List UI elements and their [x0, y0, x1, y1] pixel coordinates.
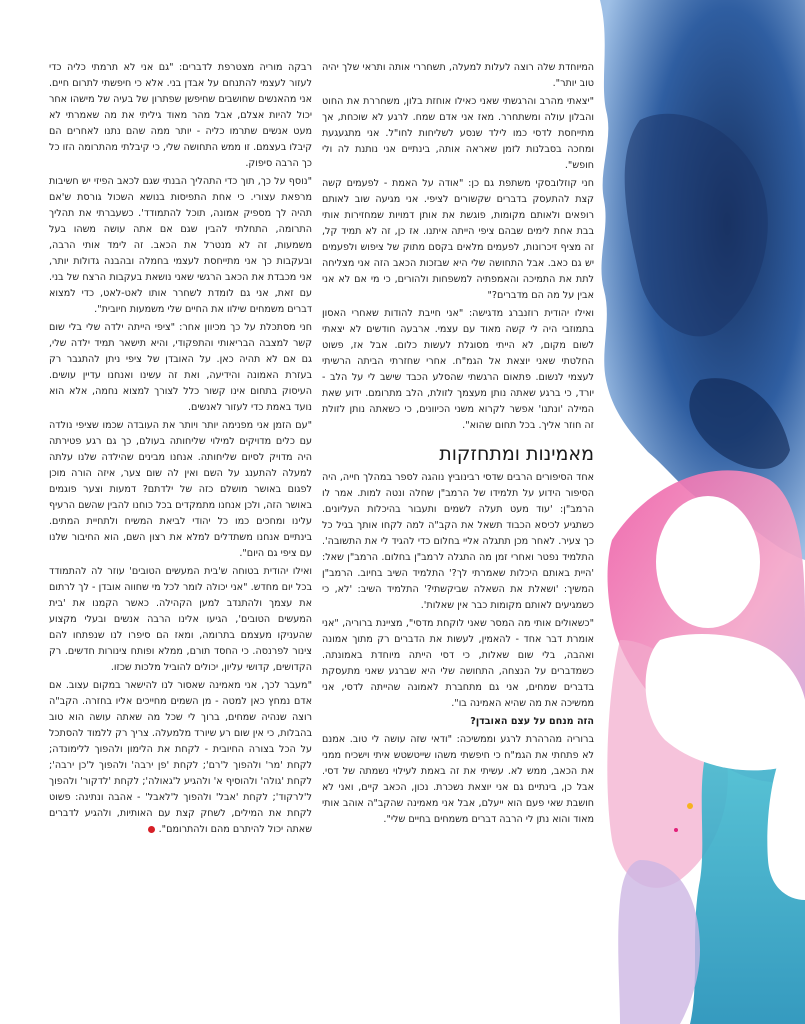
article-column-left [49, 60, 312, 840]
paragraph: "יצאתי מהרב והרגשתי שאני כאילו אוחזת בלון, משחררת את החוט והבלון עולה ומשתחרר. מאז אני אדם שמח. לרגע לא שוכחת, אך מתייחסת לדסי כמו לילד שנסע לשליחות לחו"ל. אני מתגעגעת ומחכה בסבלנות לזמן שאראה אותה, בינתיים אני נותנת לה ולי חופש". [322, 96, 594, 171]
last-paragraph [49, 678, 312, 838]
paragraph: ואילו יהודית בטוחה ש'בית המעשים הטובים' עוזר לה להתמודד בכל יום מחדש. "אני יכולה לומר לכל מי שחווה אובדן - לך לרתום את עצמך ולהתנדב למען הקהילה. כאשר הקמנו את 'בית המעשים הטובים', הגיעו אלינו הרבה אנשים ובעלי מקצוע שהעניקו מעצמם בתרומה, ומאז הם סיפרו לנו שנפתחו להם צינור לפרנסה. כי החסד תורם, ממלא ופותח צינורות חדשים. רק הקדושים, קדושי עליון, יכולים להוביל מלכות שכזו. [49, 566, 312, 673]
subheading: הזה מנחם על עצם האובדן? [470, 716, 594, 727]
paragraph: חני מסתכלת על כך מכיוון אחר: "ציפי הייתה ילדה שלי בלי שום קשר למצבה הבריאותי והתפקודי, והיא תישאר תמיד ילדה שלי, גם אם לא תהיה כאן. על האובדן של ציפי ניתן להתגבר רק בעזרת האמונה והידיעה, ואת זה עשינו ואנחנו עדיין עושים. העיסוק בתחום אינו קשור כלל לצורך למצוא נחמה, אלא הוא נועד באמת כדי לעזור לאנשים. [49, 322, 312, 413]
red-dot-icon [148, 826, 155, 833]
paragraph: ברוריה מהרהרת לרגע וממשיכה: "ודאי שזה עושה לי טוב. אמנם לא פתחתי את הגמ"ח כי חיפשתי משהו שייטשטש איתי וישכיח ממני את הכאב, ממש לא. עשיתי את זה באמת לעילוי נשמתה של דסי. אבל כן, בינתיים גם אני יוצאת נשכרת. נכון, הכאב קיים, ואני לא חושבת שאי פעם הוא ייעלם, אבל אני מאמינה שהקב"ה אוהב אותי מאוד והוא נתן לי הרבה דברים משמחים בחיים שלי". [322, 734, 594, 825]
paragraph: "עם הזמן אני מפנימה יותר ויותר את העובדה שכמו שציפי נולדה עם כלים מדויקים למילוי שליחותה בעולם, כך גם רגע פטירתה היה מדויק לסיום שליחותה. אנחנו מבינים שהילדה שלנו עלתה למעלה להתענג על השם ואין לה שום צער, איזה הורה מוכן לפגום באושר מושלם כזה של ילדתם? דמעות וצער פוגמים באושר הזה, ולכן אנחנו מתמקדים בכל כוחנו להבין שהשם הרעיף עלינו ומחכים כמו כל יהודי לביאת המשיח ולתחיית המתים. בינתיים אנחנו משתדלים למלא את רצון השם, הוא החיבור שלנו עם ציפי גם היום". [49, 420, 312, 559]
paragraph: "כשאולים אותי מה המסר שאני לוקחת מדסי", מציינת ברוריה, "אני אומרת דבר אחד - להאמין, לעשות את הדברים רק מתוך אמונה ואהבה, בלי שום שאלות, כי דסי הייתה מיוחדת באמונתה. כשמדברים על הנצחה, התחושה שלי היא שברגע שאני מתעסקת בדברים שמחים, אני גם מתחברת לאמונה שהייתה לדסי, אני ממשיכה את מה שהיא האמינה בו". [322, 618, 594, 709]
paragraph: רבקה מוריה מצטרפת לדברים: "גם אני לא תרמתי כליה כדי לעזור לעצמי להתנחם על אבדן בני. אלא כי חיפשתי לתרום חיים. אני מהאנשים שחושבים שחיפשן שפתרון של בעיה של מישהו אחר יכול להיות אצלם, אבל מהר מאוד גיליתי את מה שאמרתי לא מעט אנשים שתרמו כליה - יותר ממה שהם נתנו לאחרים הם קיבלו בעצמם. זו ממש התחושה שלי, כי קיבלתי מהתרומה הזו כל כך הרבה סיפוק. [49, 62, 312, 169]
article-column-right [322, 60, 594, 830]
paragraph: המיוחדת שלה רוצה לעלות למעלה, תשחררי אותה ותראי שלך יהיה טוב יותר". [322, 62, 594, 89]
paragraph: חני קוזלובסקי משתפת גם כן: "אודה על האמת - לפעמים קשה קצת להתעסק בדברים שקשורים לציפי. אני מגיעה שוב לאותם רופאים ולאותם מקומות, פוגשת את אותן דמויות שמחזירות אותי בבת אחת לימים שבהם ציפי הייתה איתנו. אז כן, זה לא תמיד קל, זה מציף זיכרונות, לפעמים מלאים בקסם מתוק של ציפוש ולפעמים יש גם כאב. אבל התחושה שלי היא שבזכות הכאב הזה אני מצליחה לתת את התמיכה והאמפתיה למשפחות ולהורים, כי מי אם לא אני אבין על מה הם מדברים?" [322, 178, 594, 301]
paragraph-text: "מעבר לכך, אני מאמינה שאסור לנו להישאר במקום עצוב. אם אדם נמחץ כאן למטה - מן השמים מחייכים אליו בחזרה. הקב"ה רוצה שנהיה שמחים, ברוך לי שכל מה שאתה עושה הוא טוב בהבלות, כי אין שום רע שיורד מלמעלה. צריך רק ללמוד להסתכל על הכל בצורה החיובית - לקחת את הלימון ולהפוך ללימונדה; לקחת 'מר' ולהפוך ל'רם'; לקחת 'פן ירבה' ולהפוך ל'כן ירבה'; לקחת 'גולה' ולהוסיף א' ולהגיע ל'גאולה'; לקחת 'לדקור' ולהפוך ל'לרקוד'; לקחת 'אבל' ולהפוך ל'לאבל' - אהבה ונתינה: פשוט לקחת את המילים, לשחק קצת עם האותיות, ולהגיע לדברים שאתה יכול להיתרם מהם ולהתרומם". [48, 680, 312, 835]
paragraph: אחד הסיפורים הרבים שדסי רבינוביץ נוהגה לספר במהלך חייה, היה הסיפור הידוע על תלמידו של הרמב"ן שחלה ונטה למות. אמר לו הרמב"ן: 'עוד מעט תעלה לשמים ותעבור בהיכלות העליונים. כשתגיע לכיסא הכבוד תשאל את הקב"ה למה לקחו אותך בגיל כל כך צעיר. לאחר מכן תתגלה אליי בחלום כדי להגיד לי את התשובה'. התלמיד נפטר ואחרי זמן מה התגלה לרמב"ן בחלום. הרמב"ן שאל: 'היית באותם היכלות שאמרתי לך?' התלמיד השיב בחיוב. הרמב"ן המשיך: 'ושאלת את השאלה שביקשתי?' התלמיד השיב: 'לא, כי כשמגיעים לאותם מקומות כבר אין שאלות'. [322, 472, 594, 611]
paragraph: "נוסף על כך, תוך כדי התהליך הבנתי שגם לכאב הפיזי יש חשיבות מרפאת עצורי. כי אחת התפיסות בנושא השכול גורסת ש'אם תהיה לך מספיק אמונה, תוכל להתמודד'. כשעברתי את תהליך התרומה, התחלתי להבין שגם אם אתה עושה משהו בעל משמעות, זה לא מנטרל את הכאב. זה לימד אותי הרבה, ובעקבות כך אני מתייחסת לעצמי בחמלה ובהבנה גדולות יותר, אני מכבדת את הכאב הרגשי שאני נושאת בעקבות הרצח של בני. עם זאת, אני גם לומדת לשחרר אותו לאט-לאט, כדי למצוא דברים משמחים שילוו את החיים שלי משמעות חיובית". [49, 176, 312, 315]
section-heading: מאמינות ומתחזקות [439, 443, 594, 465]
paragraph: ואילו יהודית רוזנברג מדגישה: "אני חייבת להודות שאחרי האסון בתמוזבי היה לי קשה מאוד עם עצמי. ארבעה חודשים לא יצאתי לשום מקום, לא הייתי מסוגלת לעשות כלום. אבל אז, פשוט החלטתי שאני יוצאת אל הגמ"ח. אחרי שחזרתי הביתה הרשיתי לעצמי לנשום. פתאום הרגשתי שהסלע הכבד שישב לי על הלב - יורד, כי ברגע שאתה נותן מעצמך לזולת, הלב מתרומם. ידוע שאת המילה 'ונתנו' אפשר לקרוא משני הכיוונים, כי כשאתה נותן לזולת זה חוזר אליך. בכל תחום שהוא". [322, 308, 594, 431]
